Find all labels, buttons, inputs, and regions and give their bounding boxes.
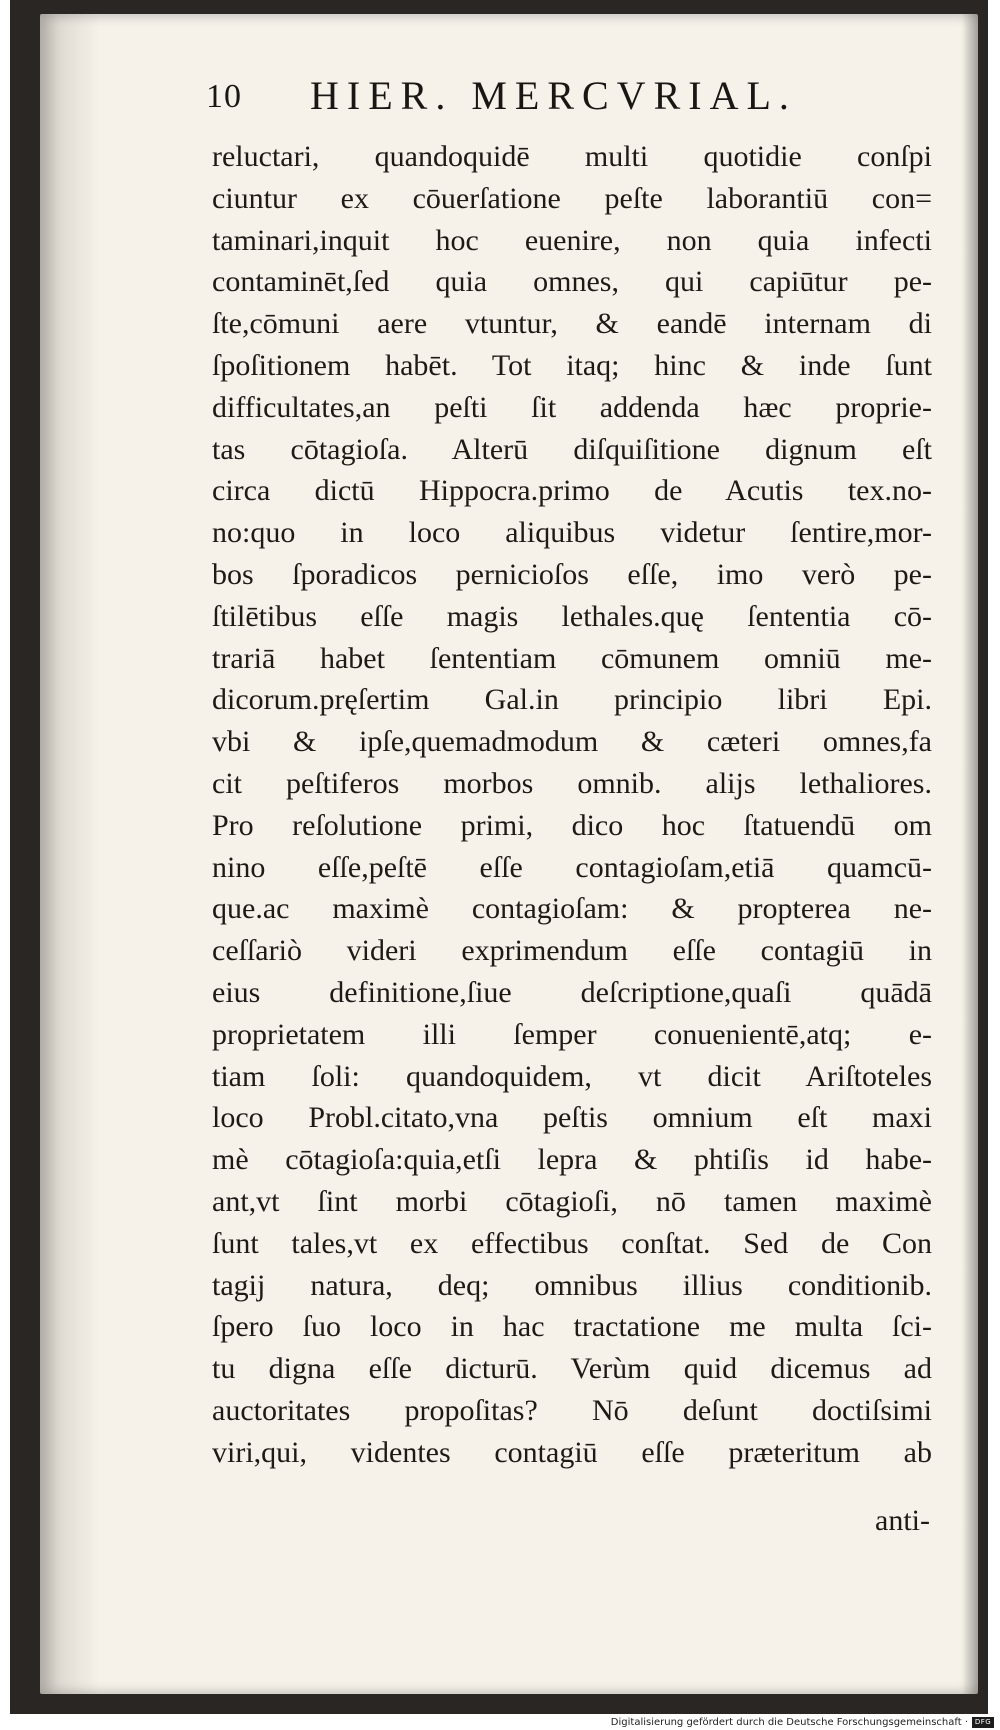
text-line: ſunt tales,vt ex effectibus conſtat. Sed de Con: [212, 1226, 932, 1260]
text-line: ſtilētibus eſſe magis lethales.quę ſententia cō-: [212, 599, 932, 633]
text-line: nino eſſe,peſtē eſſe contagioſam,etiā quamcū-: [212, 850, 932, 884]
text-line: trariā habet ſententiam cōmunem omniū me-: [212, 641, 932, 675]
running-head: [206, 68, 906, 128]
gutter-shadow: [40, 14, 100, 1694]
text-line: contaminēt,ſed quia omnes, qui capiūtur pe-: [212, 265, 932, 299]
text-line: dicorum.pręſertim Gal.in principio libri Epi.: [212, 683, 932, 717]
text-line: tu digna eſſe dicturū. Verùm quid dicemus ad: [212, 1352, 932, 1386]
text-line: ſpoſitionem habēt. Tot itaq; hinc & inde ſunt: [212, 348, 932, 382]
text-line: mè cōtagioſa:quia,etſi lepra & phtiſis id habe-: [212, 1143, 932, 1177]
text-line: eius definitione,ſiue deſcriptione,quaſi quādā: [212, 975, 932, 1009]
text-line: auctoritates propoſitas? Nō deſunt doctiſsimi: [212, 1393, 932, 1427]
text-line: bos ſporadicos pernicioſos eſſe, imo verò pe-: [212, 557, 932, 591]
text-line: que.ac maximè contagioſam: & propterea ne-: [212, 892, 932, 926]
text-line: taminari,inquit hoc euenire, non quia infecti: [212, 223, 932, 257]
page-edge-shadow: [962, 14, 978, 1694]
page-number: 10: [206, 78, 242, 115]
text-line: reluctari, quandoquidē multi quotidie conſpi: [212, 140, 932, 173]
text-line: ſte,cōmuni aere vtuntur, & eandē internam di: [212, 307, 932, 341]
footer-bar: [0, 1714, 1000, 1730]
text-line: ſpero ſuo loco in hac tractatione me multa ſci-: [212, 1310, 932, 1344]
text-line: cit peſtiferos morbos omnib. alijs lethaliores.: [212, 766, 932, 800]
text-line: vbi & ipſe,quemadmodum & cæteri omnes,fa: [212, 725, 932, 759]
body-text: [212, 136, 932, 1474]
text-line: ciuntur ex cōuerſatione peſte laborantiū con=: [212, 181, 932, 215]
dfg-logo: DFG: [972, 1717, 994, 1728]
text-line: tagij natura, deq; omnibus illius conditionib.: [212, 1268, 932, 1302]
text-line: ant,vt ſint morbi cōtagioſi, nō tamen maximè: [212, 1184, 932, 1218]
text-line: proprietatem illi ſemper conuenientē,atq; e-: [212, 1017, 932, 1051]
text-line: difficultates,an peſti ſit addenda hæc proprie-: [212, 390, 932, 424]
text-line: loco Probl.citato,vna peſtis omnium eſt maxi: [212, 1101, 932, 1135]
text-line: Pro reſolutione primi, dico hoc ſtatuendū om: [212, 808, 932, 842]
text-line: viri,qui, videntes contagiū eſſe præteritum ab: [212, 1435, 932, 1469]
text-line: circa dictū Hippocra.primo de Acutis tex.no-: [212, 474, 932, 508]
text-line: ceſſariò videri exprimendum eſſe contagiū in: [212, 934, 932, 968]
text-line: tas cōtagioſa. Alterū diſquiſitione dignum eſt: [212, 432, 932, 466]
running-head-title: HIER. MERCVRIAL.: [310, 73, 797, 118]
catchword: anti-: [875, 1504, 930, 1537]
digitization-credit: Digitalisierung gefördert durch die Deutsche Forschungsgemeinschaft ·: [610, 1717, 968, 1728]
text-line: no:quo in loco aliquibus videtur ſentire,mor-: [212, 516, 932, 550]
text-line: tiam ſoli: quandoquidem, vt dicit Ariſtoteles: [212, 1059, 932, 1093]
